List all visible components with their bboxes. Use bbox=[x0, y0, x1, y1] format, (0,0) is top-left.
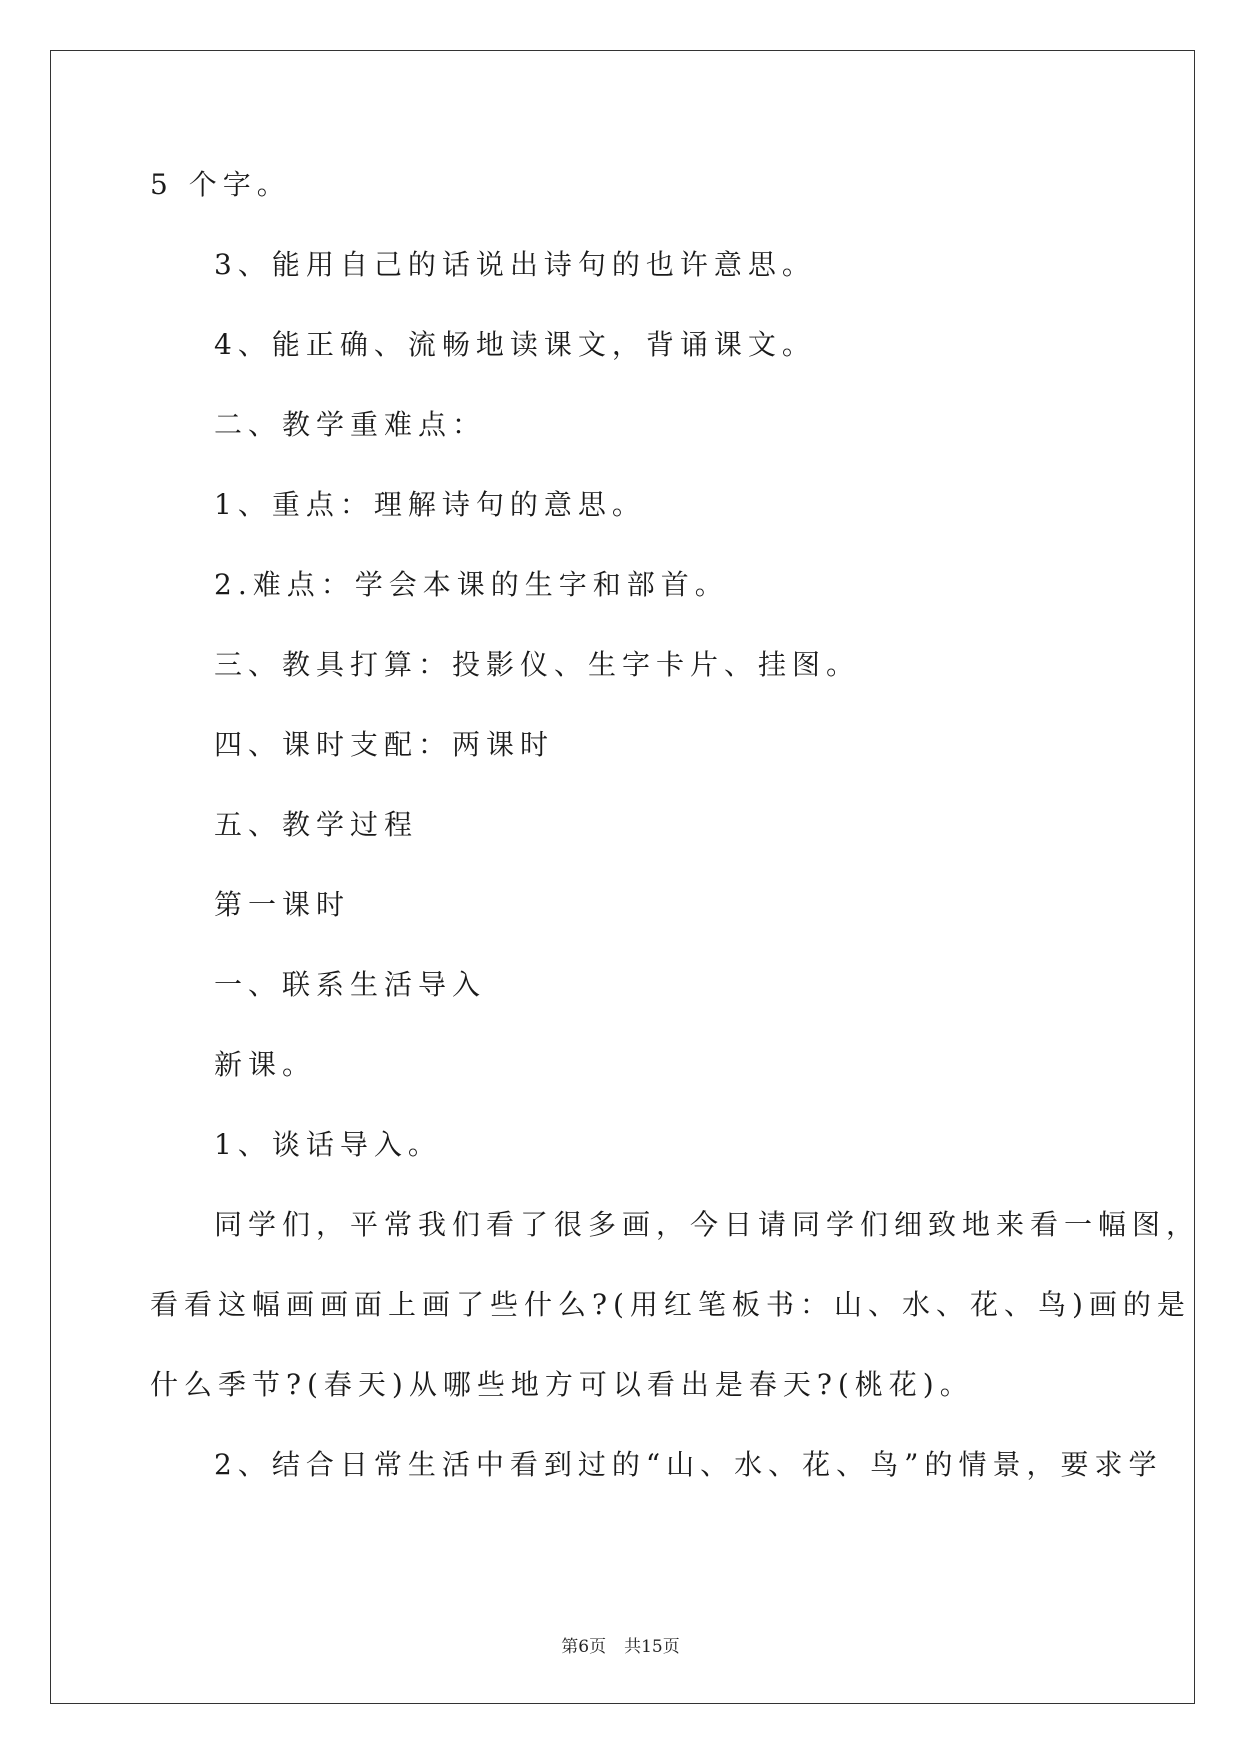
paragraph: 同学们，平常我们看了很多画，今日请同学们细致地来看一幅图， bbox=[214, 1208, 1201, 1241]
paragraph: 5 个字。 bbox=[150, 168, 291, 201]
paragraph: 新课。 bbox=[214, 1048, 317, 1081]
paragraph: 1、谈话导入。 bbox=[214, 1128, 442, 1161]
section-heading: 五、教学过程 bbox=[214, 808, 419, 841]
subheading: 第一课时 bbox=[214, 888, 351, 921]
page-number: 第6页 bbox=[561, 1637, 607, 1657]
section-heading: 二、教学重难点： bbox=[214, 408, 487, 441]
section-heading: 四、课时支配：两课时 bbox=[214, 728, 555, 761]
paragraph: 1、重点：理解诗句的意思。 bbox=[214, 488, 646, 521]
paragraph: 什么季节?(春天)从哪些地方可以看出是春天?(桃花)。 bbox=[150, 1368, 974, 1401]
paragraph: 3、能用自己的话说出诗句的也许意思。 bbox=[214, 248, 816, 281]
paragraph: 2.难点：学会本课的生字和部首。 bbox=[214, 568, 729, 601]
paragraph: 2、结合日常生活中看到过的“山、水、花、鸟”的情景，要求学 bbox=[214, 1448, 1163, 1481]
page-total: 共15页 bbox=[624, 1637, 680, 1657]
paragraph: 看看这幅画画面上画了些什么?(用红笔板书：山、水、花、鸟)画的是 bbox=[150, 1288, 1191, 1321]
paragraph: 4、能正确、流畅地读课文，背诵课文。 bbox=[214, 328, 816, 361]
subheading: 一、联系生活导入 bbox=[214, 968, 487, 1001]
page-footer bbox=[0, 1632, 1241, 1657]
section-heading: 三、教具打算：投影仪、生字卡片、挂图。 bbox=[214, 648, 861, 681]
